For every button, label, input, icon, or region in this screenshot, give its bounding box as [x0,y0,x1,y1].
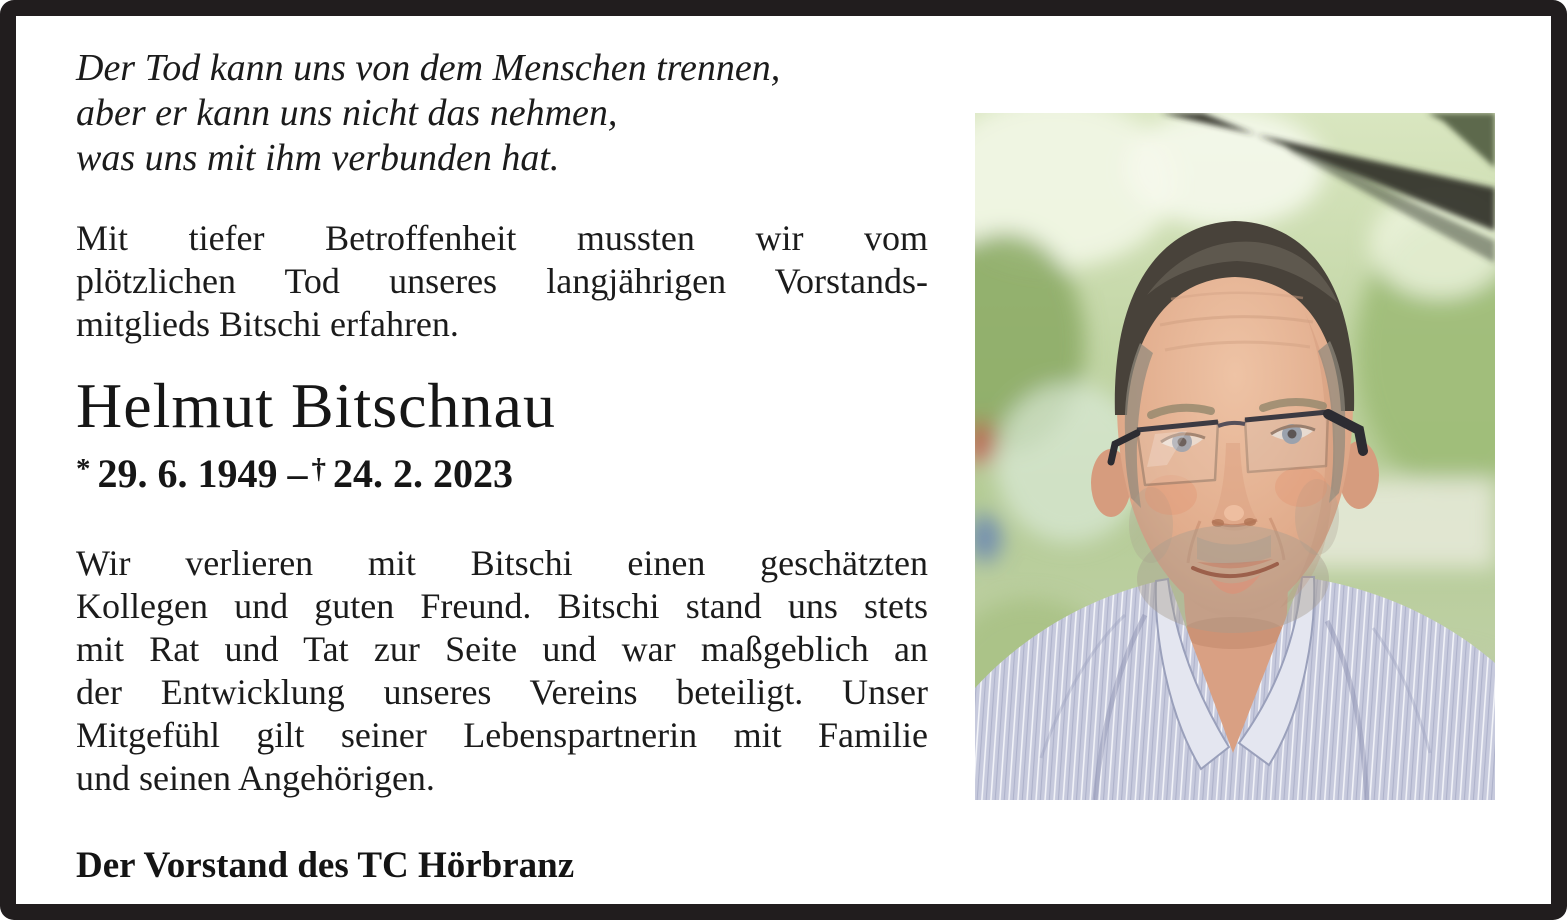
text-line: Mitgefühl gilt seiner Lebenspartnerin mit Familie [76,715,928,755]
condolence-paragraph [76,542,928,800]
text-line: Kollegen und guten Freund. Bitschi stand uns stets [76,586,928,626]
life-dates [76,450,928,502]
death-cross-symbol: † [311,453,326,485]
portrait-photo [975,113,1495,800]
deceased-name: Helmut Bitschnau [76,370,556,441]
text-line: aber er kann uns nicht das nehmen, [76,92,618,134]
text-line: was uns mit ihm verbunden hat. [76,137,560,179]
text-line: mit Rat und Tat zur Seite und war maßgeblich an [76,629,928,669]
birth-date: 29. 6. 1949 [97,451,278,496]
portrait-photo-illustration [975,113,1495,800]
date-separator: – [287,451,308,496]
epigraph-quote [76,46,928,181]
intro-paragraph [76,217,928,346]
death-date: 24. 2. 2023 [333,451,513,496]
text-line: Mit tiefer Betroffenheit mussten wir vom [76,218,928,258]
obituary-text-column [76,16,928,888]
text-line: mitglieds Bitschi erfahren. [76,304,459,344]
text-line: plötzlichen Tod unseres langjährigen Vorstands- [76,261,928,301]
text-line: Der Tod kann uns von dem Menschen trennen, [76,47,781,89]
birth-star-symbol: * [76,453,91,485]
text-line: der Entwicklung unseres Vereins beteiligt. Unser [76,672,928,712]
signature-line: Der Vorstand des TC Hörbranz [76,845,575,886]
text-line: Wir verlieren mit Bitschi einen geschätzten [76,543,928,583]
text-line: und seinen Angehörigen. [76,758,435,798]
